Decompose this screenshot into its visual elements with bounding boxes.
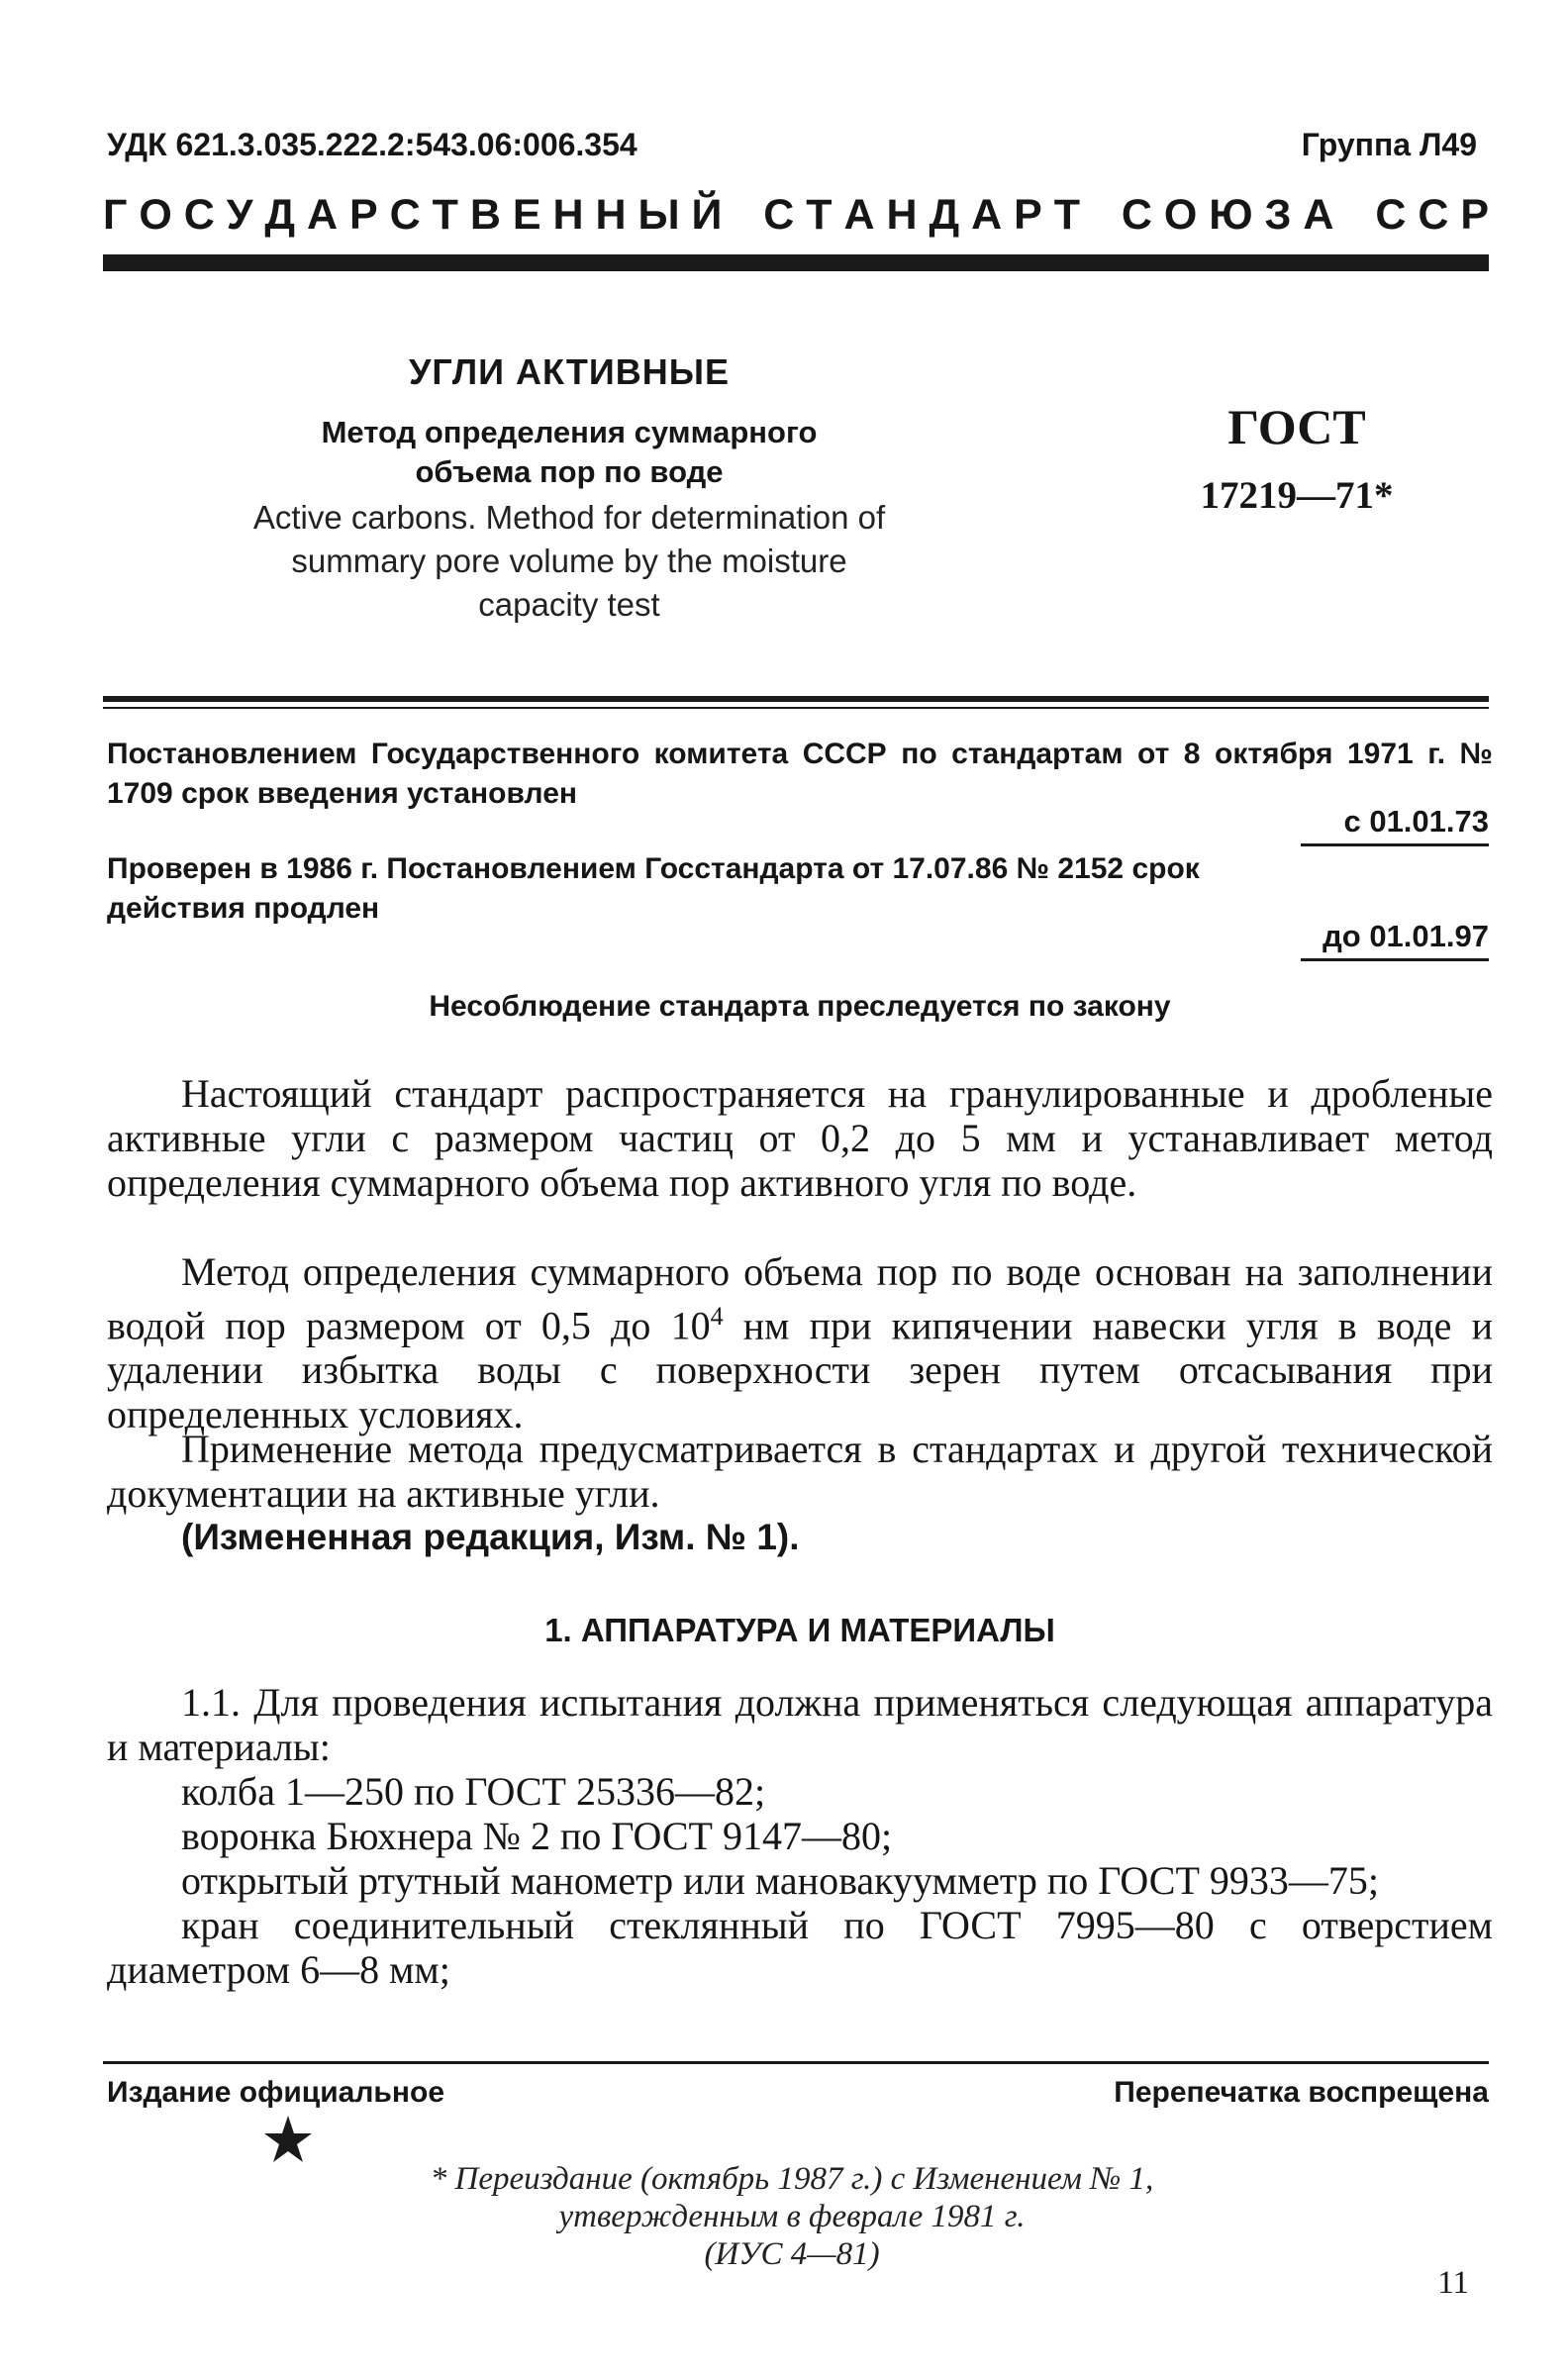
banner-word: С О Ю З А [1121, 191, 1334, 239]
standard-title: УГЛИ АКТИВНЫЕ [408, 351, 731, 392]
note-line: (ИУС 4—81) [704, 2236, 880, 2272]
exponent: 4 [710, 1302, 724, 1331]
checked-text: Проверен в 1986 г. Постановлением Госстандарта от 17.07.86 № 2152 срок действия продлен [107, 852, 1200, 925]
edition-label: Издание официальное [107, 2076, 445, 2109]
footer-divider [103, 2061, 1489, 2064]
reprint-label: Перепечатка воспрещена [1114, 2076, 1489, 2109]
note-line: утвержденным в феврале 1981 г. [558, 2199, 1026, 2234]
title-divider-thin [103, 707, 1489, 709]
list-item: открытый ртутный манометр или мановакуумметр по ГОСТ 9933—75; [181, 1858, 1379, 1903]
english-title-line: Active carbons. Method for determination of [252, 499, 886, 536]
banner-word: С С Р [1375, 191, 1489, 239]
body-paragraph [107, 1249, 1493, 1436]
amendment-note: (Измененная редакция, Изм. № 1). [181, 1517, 800, 1557]
decree-text: Постановлением Государственного комитета СССР по стандартам от 8 октября 1971 г. № 1709 срок введения установлен [107, 738, 1493, 810]
title-block [198, 351, 940, 623]
introduction-date: с 01.01.73 [1301, 804, 1489, 846]
apparatus-list [107, 1680, 1493, 1992]
list-item: 1.1. Для проведения испытания должна применяться следующая аппаратура и материалы: [107, 1680, 1493, 1769]
list-item: колба 1—250 по ГОСТ 25336—82; [181, 1769, 766, 1814]
banner-word: Г О С У Д А Р С Т В Е Н Н Ы Й [103, 191, 723, 239]
udc-code: УДК 621.3.035.222.2:543.06:006.354 [107, 127, 637, 162]
paragraph-text: Метод определения суммарного объема пор по воде основан на заполнении водой пор размером от 0,5 до 10 [107, 1249, 1493, 1348]
banner-word: С Т А Н Д А Р Т [763, 191, 1080, 239]
english-title-line: capacity test [478, 586, 660, 623]
state-standard-banner [103, 191, 1489, 240]
paragraph-text: нм при кипячении навески угля в воде и удалении избытка воды с поверхности зерен путем отсасывания при определенных условиях. [107, 1303, 1494, 1437]
note-line: * Переиздание (октябрь 1987 г.) с Изменением № 1, [430, 2161, 1154, 2197]
section-heading: 1. АППАРАТУРА И МАТЕРИАЛЫ [544, 1612, 1055, 1648]
page-number: 11 [1437, 2265, 1469, 2301]
body-paragraph: Настоящий стандарт распространяется на гранулированные и дробленые активные угли с размером частиц от 0,2 до 5 мм и устанавливает метод определения суммарного объема пор активного угля по воде. [107, 1071, 1493, 1205]
list-item: кран соединительный стеклянный по ГОСТ 7995—80 с отверстием диаметром 6—8 мм; [107, 1903, 1493, 1992]
standard-subtitle-line: объема пор по воде [415, 454, 724, 489]
body-paragraph: Применение метода предусматривается в стандартах и другой технической документации на активные угли. [107, 1427, 1493, 1516]
header-divider [103, 254, 1489, 271]
group-code: Группа Л49 [1301, 127, 1477, 162]
reissue-note [297, 2160, 1287, 2273]
gost-number: 17219—71* [1200, 474, 1394, 517]
valid-until-date: до 01.01.97 [1301, 919, 1489, 961]
list-item: воронка Бюхнера № 2 по ГОСТ 9147—80; [181, 1814, 893, 1858]
nonobservance-notice: Несоблюдение стандарта преследуется по закону [429, 990, 1171, 1023]
english-title-line: summary pore volume by the moisture [291, 543, 847, 579]
star-icon [262, 2114, 314, 2165]
gost-label: ГОСТ [1227, 399, 1366, 454]
standard-subtitle-line: Метод определения суммарного [321, 415, 818, 449]
title-divider [103, 696, 1489, 702]
